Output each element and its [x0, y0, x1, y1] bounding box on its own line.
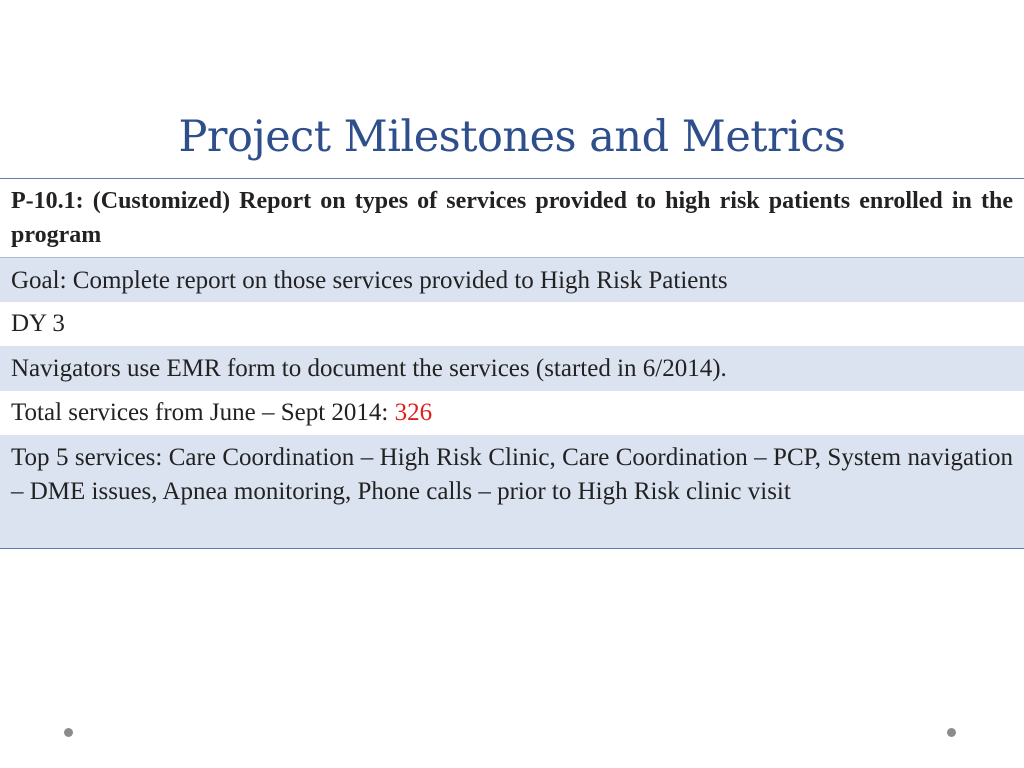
dy-row: DY 3 — [11, 310, 65, 337]
total-services-row — [0, 391, 1024, 435]
navigators-row: Navigators use EMR form to document the services (started in 6/2014). — [0, 346, 1024, 391]
metric-heading: P-10.1: (Customized) Report on types of services provided to high risk patients enrolled in the program — [11, 188, 1013, 248]
bullet-dot-right — [947, 728, 956, 737]
top-services-row: Top 5 services: Care Coordination – High Risk Clinic, Care Coordination – PCP, System navigation – DME issues, Apnea monitoring, Phone calls – prior to High Risk clinic visit — [0, 435, 1024, 549]
total-services-value: 326 — [394, 399, 433, 426]
goal-row: Goal: Complete report on those services provided to High Risk Patients — [0, 257, 1024, 302]
slide-title: Project Milestones and Metrics — [178, 112, 846, 162]
metrics-table — [0, 178, 1024, 549]
total-services-label: Total services from June – Sept 2014: — [11, 399, 395, 426]
bullet-dot-left — [64, 728, 73, 737]
